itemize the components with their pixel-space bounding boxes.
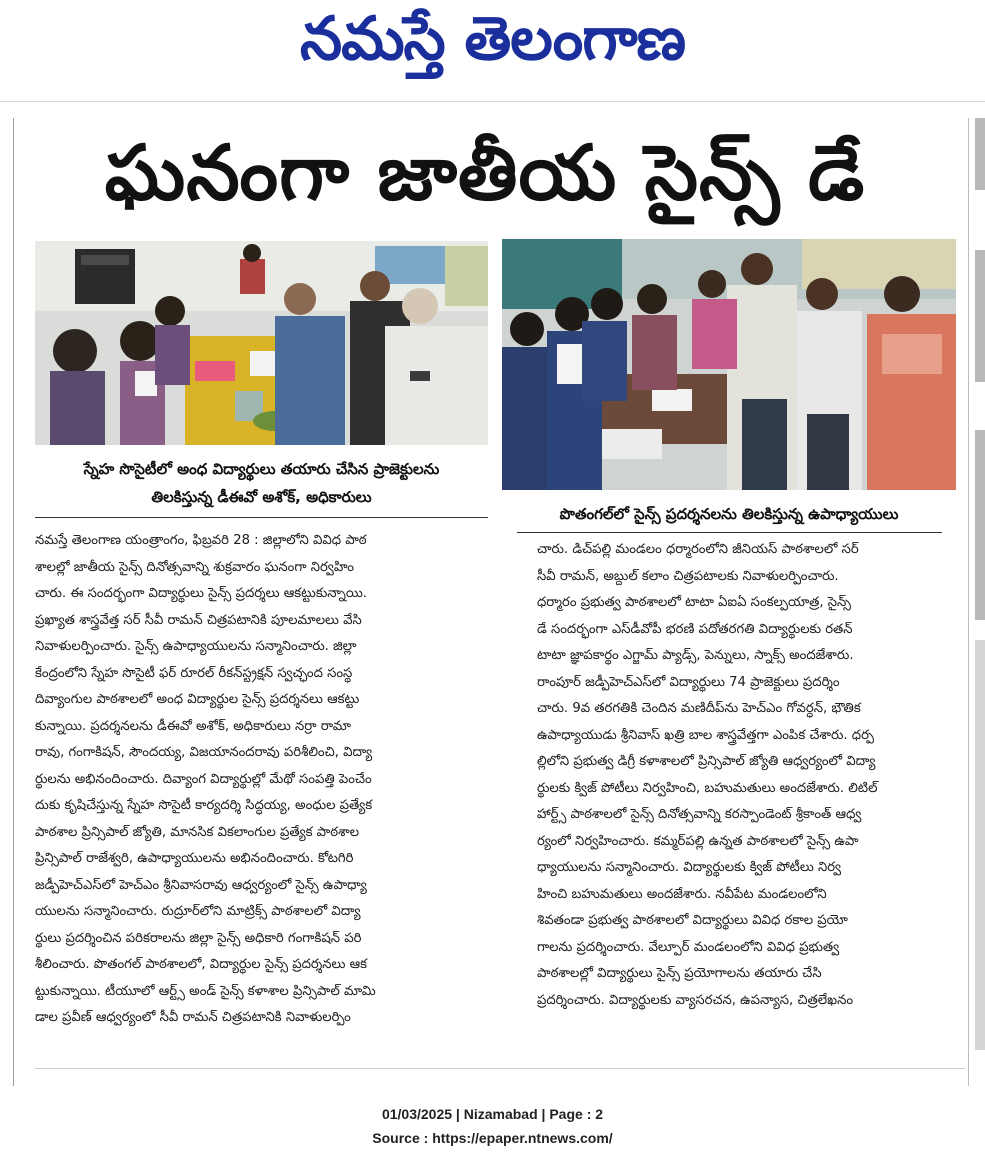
article-line: పాఠశాలల్లో విద్యార్థులు సైన్స్ ప్రయోగాలను తయారు చేసి [537, 966, 822, 981]
article-line: ధ్యాయులను సన్మానించారు. విద్యార్థులకు క్విజ్ పోటీలు నిర్వ [537, 860, 842, 875]
article-line: ప్రదర్శించారు. విద్యార్థులకు వ్యాసరచన, ఉపన్యాస, చిత్రలేఖనం [537, 992, 854, 1008]
article-line: డే సందర్భంగా ఎస్‌డీవోపీ భరణి పదోతరగతి విద్యార్థులకు రతన్ [537, 621, 853, 637]
newspaper-logo: నమస్తే తెలంగాణ [299, 4, 686, 74]
article-line: ర్యంలో నిర్వహించారు. కమ్మర్‌పల్లి ఉన్నత పాఠశాలలో సైన్స్ ఉపా [537, 833, 859, 849]
adjacent-page-strip [975, 250, 985, 382]
article-line: రావు, గంగాకిషన్, సౌందయ్య, విజయానందరావు పరిశీలించి, విద్యా [35, 745, 373, 760]
page-border-right [968, 118, 969, 1086]
article-line: ర్థులకు క్విజ్ పోటీలు నిర్వహించి, బహుమతులు అందజేశారు. లిటిల్ [537, 780, 878, 796]
article-line: ప్రఖ్యాత శాస్త్రవేత్త సర్ సీవీ రామన్ చిత్రపటానికి పూలమాలలు వేసి [35, 612, 362, 628]
photo-caption-left-line-1: స్నేహ సొసైటీలో అంధ విద్యార్థులు తయారు చేసిన ప్రాజెక్టులను [83, 460, 440, 478]
photo-caption-right: పొతంగల్‌లో సైన్స్ ప్రదర్శనలను తిలకిస్తున్న ఉపాధ్యాయులు [559, 505, 899, 523]
adjacent-page-strip [975, 640, 985, 1050]
masthead [0, 0, 985, 100]
article-line: ఉపాధ్యాయుడు శ్రీనివాస్ ఖత్రి బాల శాస్త్రవేత్తగా ఎంపిక చేశారు. ధర్ప [537, 727, 875, 743]
adjacent-page-strip [975, 430, 985, 620]
article-line: శివతండా ప్రభుత్వ పాఠశాలలో విద్యార్థులు వివిధ రకాల ప్రయో [537, 913, 848, 928]
article-line: నివాళులర్పించారు. సైన్స్ ఉపాధ్యాయులను సన్మానించారు. జిల్లా [35, 639, 357, 654]
masthead-divider [0, 101, 985, 102]
article-line: ర్థులను అభినందించారు. దివ్యాంగ విద్యార్థుల్లో మేథో సంపత్తి పెంచేం [35, 771, 372, 787]
article-line: దుకు కృషిచేస్తున్న స్నేహ సొసైటీ కార్యదర్శి సిద్ధయ్య, అంధుల ప్రత్యేక [35, 798, 373, 813]
article-line: జడ్పీహెచ్‌ఎస్‌లో హెచ్‌ఎం శ్రీనివాసరావు ఆధ్వర్యంలో సైన్స్ ఉపాధ్యా [35, 877, 367, 893]
page-border-left [13, 118, 14, 1086]
article-line: ట్టుకున్నాయి. టీయూలో ఆర్ట్స్ అండ్ సైన్స్ కళాశాల ప్రిన్సిపాల్ మామి [35, 983, 376, 999]
footer-source-link[interactable]: Source : https://epaper.ntnews.com/ [372, 1130, 613, 1146]
article-line: యులను సన్మానించారు. రుద్రూర్‌లోని మాట్రిక్స్ పాఠశాలలో విద్యా [35, 904, 361, 919]
article-line: రాంపూర్ జడ్పీహెచ్‌ఎస్‌లో విద్యార్థులు 74 ప్రాజెక్టులు ప్రదర్శిం [537, 674, 840, 690]
article-column-right [537, 537, 957, 1014]
article-column-left [35, 528, 487, 1032]
article-line: గాలను ప్రదర్శించారు. వేల్పూర్ మండలంలోని వివిధ ప్రభుత్వ [537, 939, 840, 955]
article-line: చారు. 9వ తరగతికి చెందిన మణిదీప్‌ను హెచ్‌ఎం గోవర్ధన్, భౌతిక [537, 701, 861, 716]
article-line: నమస్తే తెలంగాణ యంత్రాంగం, ఫిబ్రవరి 28 : జిల్లాలోని వివిధ పాఠ [35, 533, 367, 548]
photo-sneha-society-exhibit [35, 241, 488, 445]
article-line: కేంద్రంలోని స్నేహ సొసైటీ ఫర్ రూరల్ రీకన్‌స్ట్రక్షన్ స్వచ్ఛంద సంస్థ [35, 665, 353, 681]
article-line: ధర్మారం ప్రభుత్వ పాఠశాలలో టాటా ఏఐఏ సంకల్పయాత్ర, సైన్స్ [537, 595, 852, 610]
footer-edition-info: 01/03/2025 | Nizamabad | Page : 2 [381, 1106, 604, 1122]
photo-pothangal-exhibition [502, 239, 956, 490]
article-bottom-divider [35, 1068, 965, 1069]
article-line: చారు. డిచ్‌పల్లి మండలం ధర్మారంలోని జీనియస్ పాఠశాలలో సర్ [537, 542, 859, 557]
article-line: ప్రిన్సిపాల్ రాజేశ్వరి, ఉపాధ్యాయులను అభినందించారు. కోటగిరి [35, 851, 354, 866]
article-line: హించి బహుమతులు అందజేశారు. నవీపేట మండలంలోని [537, 886, 827, 902]
article-headline: ఘనంగా జాతీయ సైన్స్ డే [104, 128, 866, 217]
article-line: సీవీ రామన్, అబ్దుల్ కలాం చిత్రపటాలకు నివాళులర్పించారు. [537, 568, 839, 584]
article-line: ల్లిలోని ప్రభుత్వ డిగ్రీ కళాశాలలో ప్రిన్సిపాల్ జ్యోతి ఆధ్వర్యంలో విద్యా [537, 754, 876, 769]
photo-caption-left-line-2: తిలకిస్తున్న డీఈవో అశోక్, అధికారులు [151, 488, 372, 506]
caption-divider [517, 532, 942, 533]
article-line: శీలించారు. పొతంగల్ పాఠశాలలో, విద్యార్థుల సైన్స్ ప్రదర్శనలు ఆక [35, 957, 368, 972]
article-line: పాఠశాల ప్రిన్సిపాల్ జ్యోతి, మానసిక వికలాంగుల ప్రత్యేక పాఠశాల [35, 824, 360, 840]
article-line: శాలల్లో జాతీయ సైన్స్ దినోత్సవాన్ని శుక్రవారం ఘనంగా నిర్వహిం [35, 559, 354, 575]
article-line: హార్ట్స్ పాఠశాలలో సైన్స్ దినోత్సవాన్ని కరస్పాండెంట్ శ్రీకాంత్ ఆధ్వ [537, 807, 862, 822]
article-line: కున్నాయి. ప్రదర్శనలను డీఈవో అశోక్, అధికారులు నర్రా రామా [35, 718, 351, 734]
article-line: చారు. ఈ సందర్భంగా విద్యార్థులు సైన్స్ ప్రదర్శలు ఆకట్టుకున్నాయి. [35, 586, 367, 601]
article-line: ర్థులు ప్రదర్శించిన పరికరాలను జిల్లా సైన్స్ అధికారి గంగాకిషన్ పరి [35, 930, 362, 946]
article-line: దివ్యాంగుల పాఠశాలలో అంధ విద్యార్థుల సైన్స్ ప్రదర్శనలు ఆకట్టు [35, 692, 360, 707]
article-line: డాల ప్రవీణ్ ఆధ్వర్యంలో సీవీ రామన్ చిత్రపటానికి నివాళులర్పిం [35, 1010, 351, 1025]
adjacent-page-strip [975, 118, 985, 190]
caption-divider [35, 517, 488, 518]
article-line: టాటా జ్ఞాపకార్థం ఎగ్జామ్ ప్యాడ్స్, పెన్నులు, స్నాక్స్ అందజేశారు. [537, 648, 854, 663]
